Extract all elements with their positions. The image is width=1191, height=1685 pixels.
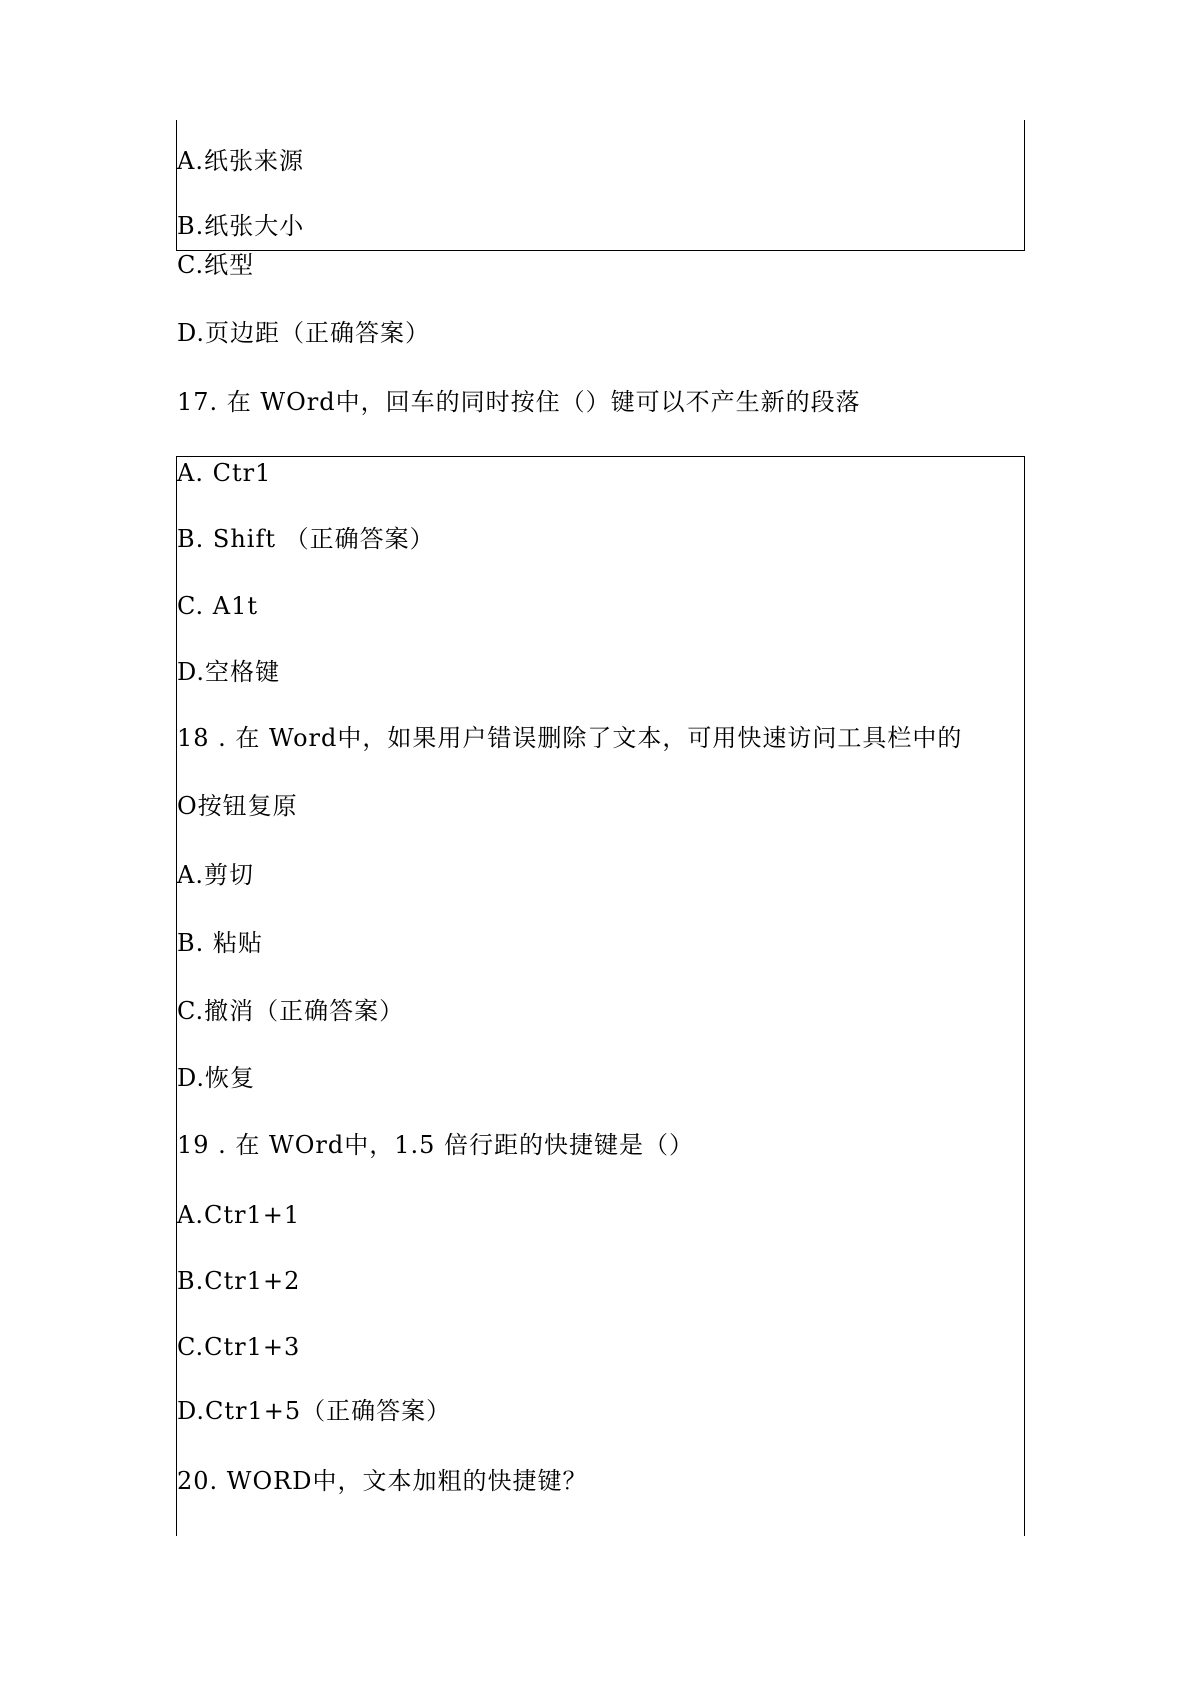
q19-option-c: C.Ctr1+3 [177, 1333, 301, 1361]
q19-option-a: A.Ctr1+1 [177, 1201, 301, 1229]
q17-option-d: D.空格键 [177, 658, 281, 686]
q18-option-c: C.撤消（正确答案） [177, 997, 405, 1025]
option-d-margin: D.页边距（正确答案） [177, 319, 431, 347]
q17-option-c: C. A1t [177, 592, 259, 620]
option-a-paper-source: A.纸张来源 [177, 147, 304, 175]
question-18: 18 . 在 Word中，如果用户错误删除了文本，可用快速访问工具栏中的 [177, 724, 963, 752]
frame-right-top [1024, 120, 1025, 251]
frame-top-main [176, 456, 1025, 457]
frame-bottom-top [176, 250, 1025, 251]
option-b-paper-size: B.纸张大小 [177, 212, 305, 240]
frame-right-main [1024, 456, 1025, 1536]
q17-option-b: B. Shift （正确答案） [177, 525, 435, 553]
question-18-continued: O按钮复原 [177, 792, 298, 820]
q18-option-b: B. 粘贴 [177, 929, 263, 957]
q19-option-d: D.Ctr1+5（正确答案） [177, 1397, 452, 1425]
q17-option-a: A. Ctr1 [177, 459, 272, 487]
q18-option-d: D.恢复 [177, 1064, 256, 1092]
question-19: 19 . 在 WOrd中，1.5 倍行距的快捷键是（） [177, 1131, 695, 1159]
q19-option-b: B.Ctr1+2 [177, 1267, 301, 1295]
question-17: 17. 在 WOrd中，回车的同时按住（）键可以不产生新的段落 [177, 388, 861, 416]
q18-option-a: A.剪切 [177, 861, 254, 889]
option-c-paper-type: C.纸型 [177, 251, 255, 279]
question-20: 20. WORD中，文本加粗的快捷键？ [177, 1467, 588, 1495]
